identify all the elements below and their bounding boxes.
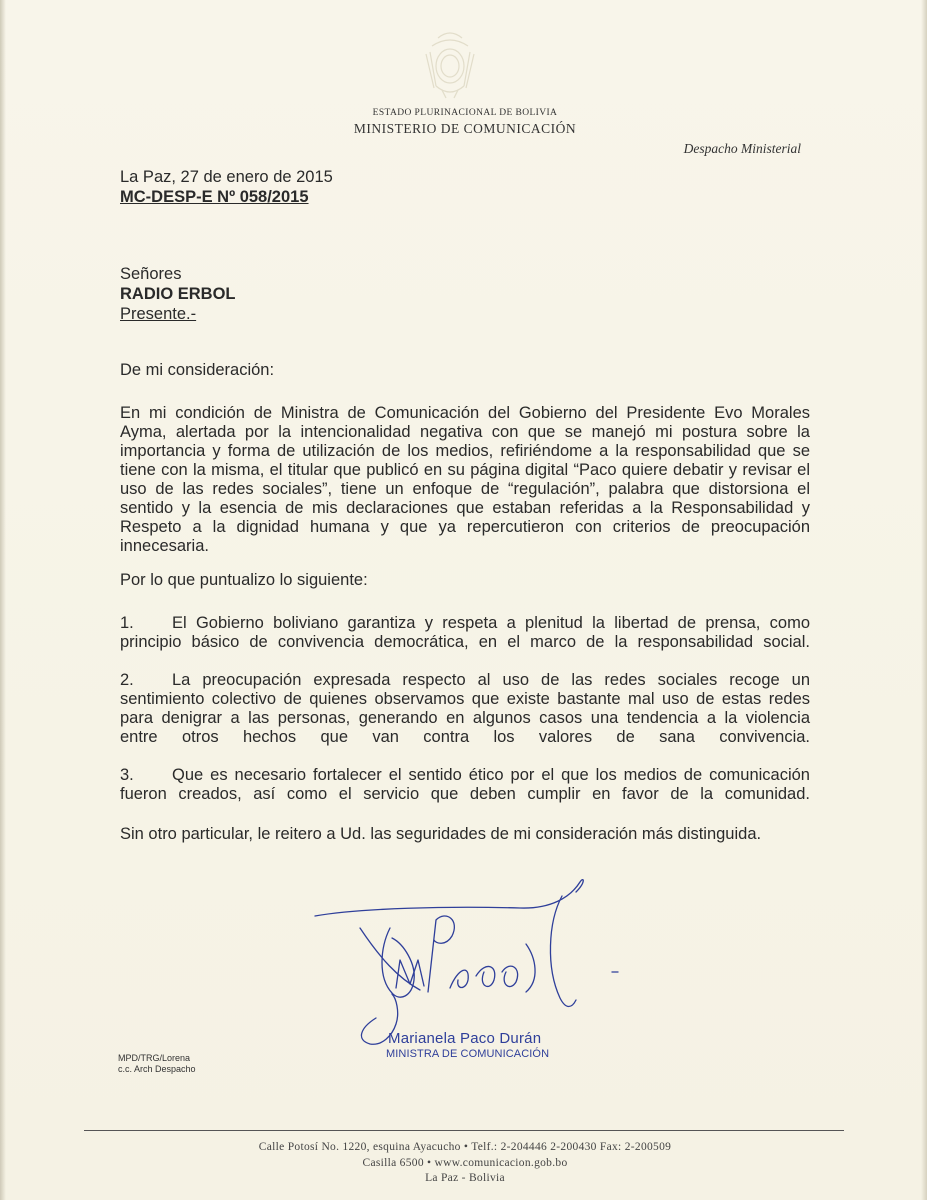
handwritten-signature	[300, 868, 630, 1053]
point-line: entre otros hechos que van contra los valores de sana convivencia.	[120, 728, 810, 746]
copy-line: c.c. Arch Despacho	[118, 1064, 196, 1074]
point-line: sentimiento colectivo de quienes observamos que existe bastante mal uso de estas redes	[120, 690, 810, 708]
body-line: Respeto a la dignidad humana y que ya repercutieron con criterios de preocupación	[120, 518, 810, 536]
reference-initials	[118, 1053, 196, 1075]
coat-of-arms-icon	[418, 28, 482, 100]
recipient-present	[120, 305, 810, 324]
point-line: principio básico de convivencia democrática, en el marco de la responsabilidad social.	[120, 633, 810, 651]
point-number: 3.	[120, 766, 134, 784]
signer-name: Marianela Paco Durán	[388, 1030, 542, 1047]
page-edge-left	[0, 0, 6, 1200]
footer-address: Calle Potosí No. 1220, esquina Ayacucho • Telf.: 2-204446 2-200430 Fax: 2-200509	[258, 1141, 672, 1153]
point-text: El Gobierno boliviano garantiza y respeta a plenitud la libertad de prensa, como	[172, 614, 810, 632]
office-name: Despacho Ministerial	[683, 141, 801, 156]
point-number: 1.	[120, 614, 134, 632]
body-line: En mi condición de Ministra de Comunicación del Gobierno del Presidente Evo Morales	[120, 404, 810, 422]
recipient-present-text: Presente.-	[120, 305, 197, 323]
body-line: importancia y forma de utilización de los medios, refiriéndome a la responsabilidad que se	[120, 442, 810, 460]
recipient-salutation: Señores	[120, 265, 182, 283]
closing: Sin otro particular, le reitero a Ud. las seguridades de mi consideración más distinguida.	[120, 825, 762, 843]
reference-code: MC-DESP-E Nº 058/2015	[120, 188, 309, 206]
point-number: 2.	[120, 671, 134, 689]
point-text: La preocupación expresada respecto al uso de las redes sociales recoge un	[172, 671, 810, 689]
body-line-last: innecesaria.	[120, 537, 209, 555]
state-name: ESTADO PLURINACIONAL DE BOLIVIA	[372, 108, 558, 118]
page-edge-right	[921, 0, 927, 1200]
footer-city: La Paz - Bolivia	[425, 1172, 505, 1184]
body-line: tiene con la misma, el titular que publicó en su página digital “Paco quiere debatir y revisar el	[120, 461, 810, 479]
point-line	[120, 766, 810, 785]
point-text: Que es necesario fortalecer el sentido ético por el que los medios de comunicación	[172, 766, 810, 784]
place-date: La Paz, 27 de enero de 2015	[120, 168, 333, 186]
body-line: sentido y la esencia de mis declaraciones que estaban referidas a la Responsabilidad y	[120, 499, 810, 517]
point-line: fueron creados, así como el servicio que deben cumplir en favor de la comunidad.	[120, 785, 810, 803]
ministry-name: MINISTERIO DE COMUNICACIÓN	[353, 121, 577, 136]
reference-number	[120, 188, 810, 207]
initials-line: MPD/TRG/Lorena	[118, 1053, 191, 1063]
greeting: De mi consideración:	[120, 361, 275, 379]
footer-contact: Casilla 6500 • www.comunicacion.gob.bo	[362, 1157, 568, 1169]
footer-divider	[84, 1130, 844, 1131]
body-line: uso de las redes sociales”, tiene un enfoque de “regulación”, palabra que distorsiona el	[120, 480, 810, 498]
point-line: para denigrar a las personas, generando en algunos casos una tendencia a la violencia	[120, 709, 810, 727]
point-line	[120, 671, 810, 690]
body-line: Ayma, alertada por la intencionalidad negativa con que se manejó mi postura sobre la	[120, 423, 810, 441]
signer-title: MINISTRA DE COMUNICACIÓN	[386, 1048, 550, 1060]
points-intro: Por lo que puntualizo lo siguiente:	[120, 571, 368, 589]
recipient-name: RADIO ERBOL	[120, 285, 236, 303]
point-line	[120, 614, 810, 633]
